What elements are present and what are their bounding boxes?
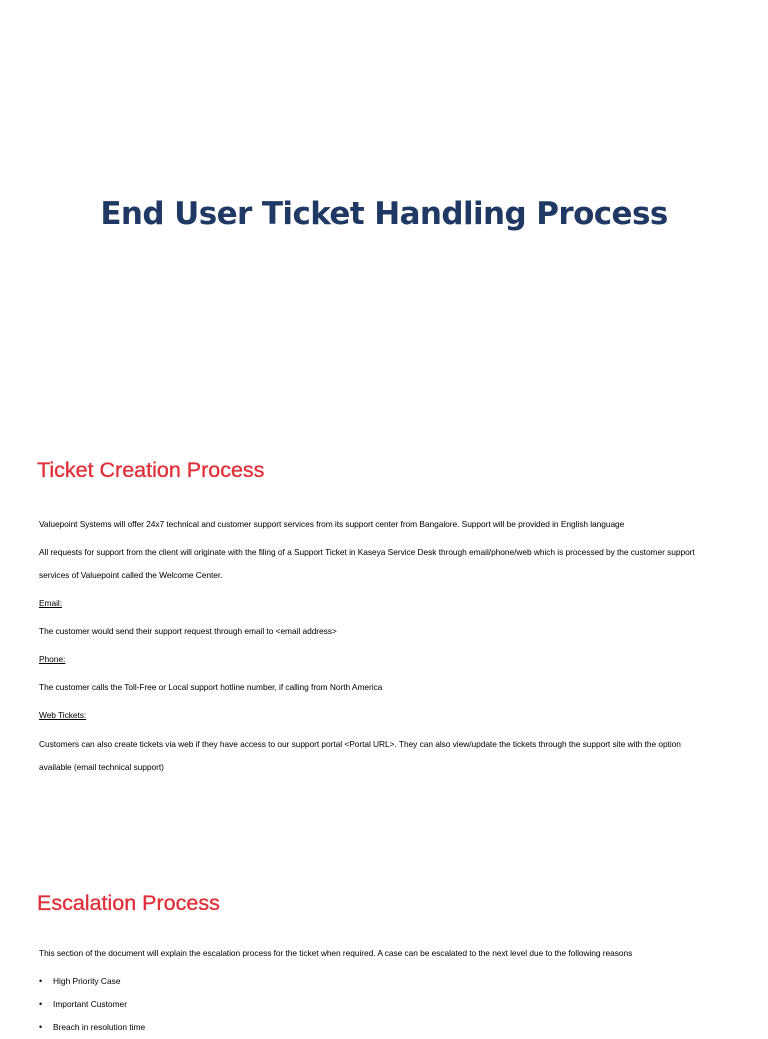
escalation-intro-paragraph: This section of the document will explain the escalation process for the ticket when required. A case can be escalated to the next level due to the following reasons (39, 948, 633, 958)
web-tickets-label (39, 704, 739, 727)
ticket-creation-heading: Ticket Creation Process (37, 458, 265, 482)
email-description: The customer would send their support request through email to <email address> (39, 626, 337, 636)
email-label (39, 592, 739, 615)
email-label-text: Email: (39, 598, 62, 608)
support-requests-paragraph: All requests for support from the client will originate with the filing of a Support Ticket in Kaseya Service Desk through email/phone/web which is processed by the customer support services of Valuepoint called the Welcome Center. (39, 547, 695, 580)
escalation-reason-item: • Important Customer (39, 993, 145, 1016)
phone-label (39, 648, 739, 671)
escalation-reasons-list (39, 970, 145, 1039)
phone-description: The customer calls the Toll-Free or Local support hotline number, if calling from North America (39, 682, 383, 692)
document-title: End User Ticket Handling Process (100, 196, 668, 232)
phone-label-text: Phone: (39, 654, 66, 664)
escalation-heading: Escalation Process (37, 891, 220, 915)
escalation-reason-item: • Breach in resolution time (39, 1016, 145, 1039)
support-intro-paragraph: Valuepoint Systems will offer 24x7 technical and customer support services from its support center from Bangalore. Support will be provided in English language (39, 519, 625, 529)
escalation-reason-item: • High Priority Case (39, 970, 145, 993)
web-tickets-label-text: Web Tickets: (39, 710, 87, 720)
web-tickets-description: Customers can also create tickets via web if they have access to our support portal <Portal URL>. They can also view/update the tickets through the support site with the option available (email technical support) (39, 739, 681, 772)
